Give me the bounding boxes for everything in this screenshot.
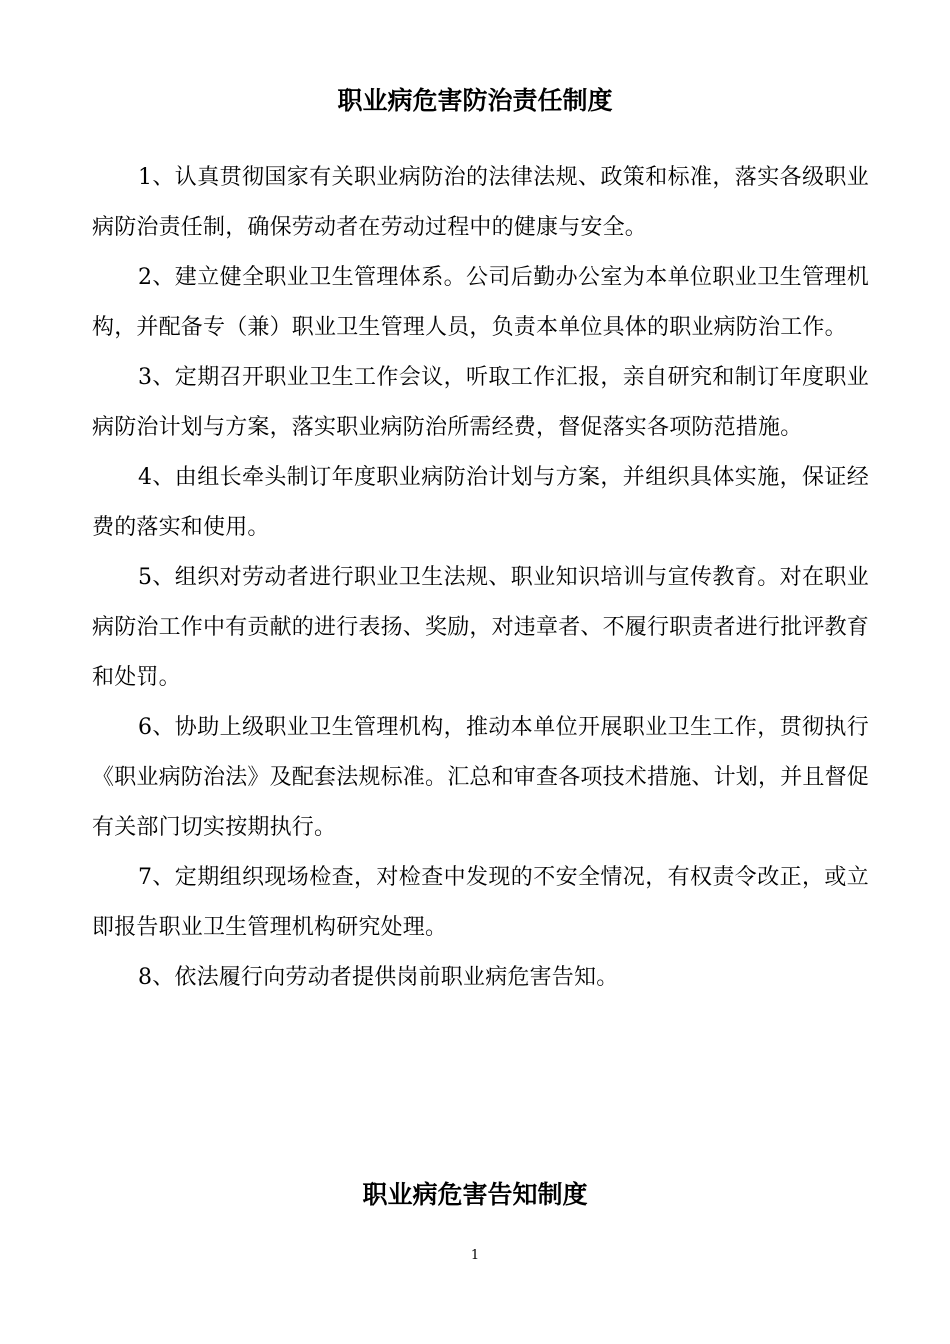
paragraph-6: 6、协助上级职业卫生管理机构，推动本单位开展职业卫生工作，贯彻执行《职业病防治法》及配套法规标准。汇总和审查各项技术措施、计划，并且督促有关部门切实按期执行。	[92, 715, 870, 840]
paragraph-7: 7、定期组织现场检查，对检查中发现的不安全情况，有权责令改正，或立即报告职业卫生管理机构研究处理。	[92, 865, 869, 940]
section-title-notification: 职业病危害告知制度	[362, 1180, 588, 1209]
paragraph-3: 3、定期召开职业卫生工作会议，听取工作汇报，亲自研究和制订年度职业病防治计划与方案，落实职业病防治所需经费，督促落实各项防范措施。	[92, 365, 869, 440]
paragraph-4: 4、由组长牵头制订年度职业病防治计划与方案，并组织具体实施，保证经费的落实和使用。	[92, 465, 869, 540]
section-title-responsibility: 职业病危害防治责任制度	[337, 86, 613, 115]
page-number: 1	[470, 1248, 480, 1263]
paragraph-5: 5、组织对劳动者进行职业卫生法规、职业知识培训与宣传教育。对在职业病防治工作中有贡献的进行表扬、奖励，对违章者、不履行职责者进行批评教育和处罚。	[92, 565, 870, 690]
paragraph-2: 2、建立健全职业卫生管理体系。公司后勤办公室为本单位职业卫生管理机构，并配备专（兼）职业卫生管理人员，负责本单位具体的职业病防治工作。	[92, 265, 869, 340]
paragraph-1: 1、认真贯彻国家有关职业病防治的法律法规、政策和标准，落实各级职业病防治责任制，确保劳动者在劳动过程中的健康与安全。	[92, 165, 869, 240]
section-body-responsibility	[92, 153, 869, 1003]
paragraph-8: 8、依法履行向劳动者提供岗前职业病危害告知。	[138, 965, 619, 990]
